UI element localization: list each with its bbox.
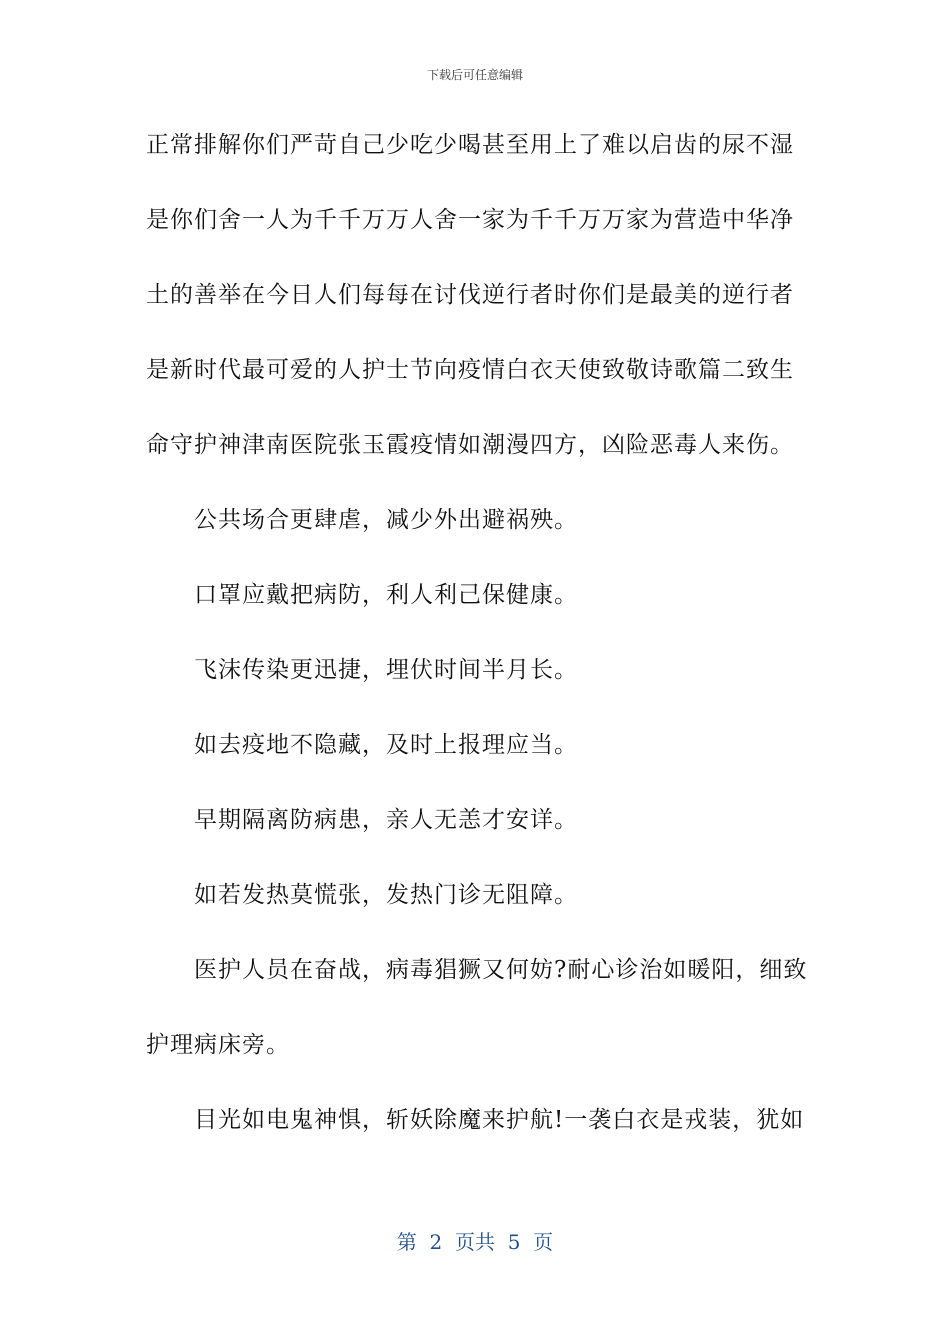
body-line: 早期隔离防病患，亲人无恙才安详。: [194, 807, 578, 833]
body-line: 是你们舍一人为千千万万人舍一家为千千万万家为营造中华净: [146, 207, 794, 233]
body-line: 如若发热莫慌张，发热门诊无阻障。: [194, 882, 578, 908]
body-line: 如去疫地不隐藏，及时上报理应当。: [194, 732, 578, 758]
body-line: 目光如电鬼神惧，斩妖除魔来护航!一袭白衣是戎装，犹如: [194, 1107, 805, 1133]
body-line: 土的善举在今日人们每每在讨伐逆行者时你们是最美的逆行者: [146, 282, 794, 308]
body-line: 是新时代最可爱的人护士节向疫情白衣天使致敬诗歌篇二致生: [146, 357, 794, 383]
body-line: 公共场合更肆虐，减少外出避祸殃。: [194, 507, 578, 533]
body-line: 医护人员在奋战，病毒猖獗又何妨?耐心诊治如暖阳，细致: [194, 957, 808, 983]
body-line: 正常排解你们严苛自己少吃少喝甚至用上了难以启齿的尿不湿: [146, 132, 794, 158]
page-header-note: 下载后可任意编辑: [426, 68, 523, 82]
body-line: 护理病床旁。: [146, 1032, 290, 1058]
body-line: 飞沫传染更迅捷，埋伏时间半月长。: [194, 657, 578, 683]
body-line: 命守护神津南医院张玉霞疫情如潮漫四方，凶险恶毒人来伤。: [146, 432, 794, 458]
page-number-footer: 第 2 页共 5 页: [396, 1230, 554, 1254]
body-line: 口罩应戴把病防，利人利己保健康。: [194, 582, 578, 608]
